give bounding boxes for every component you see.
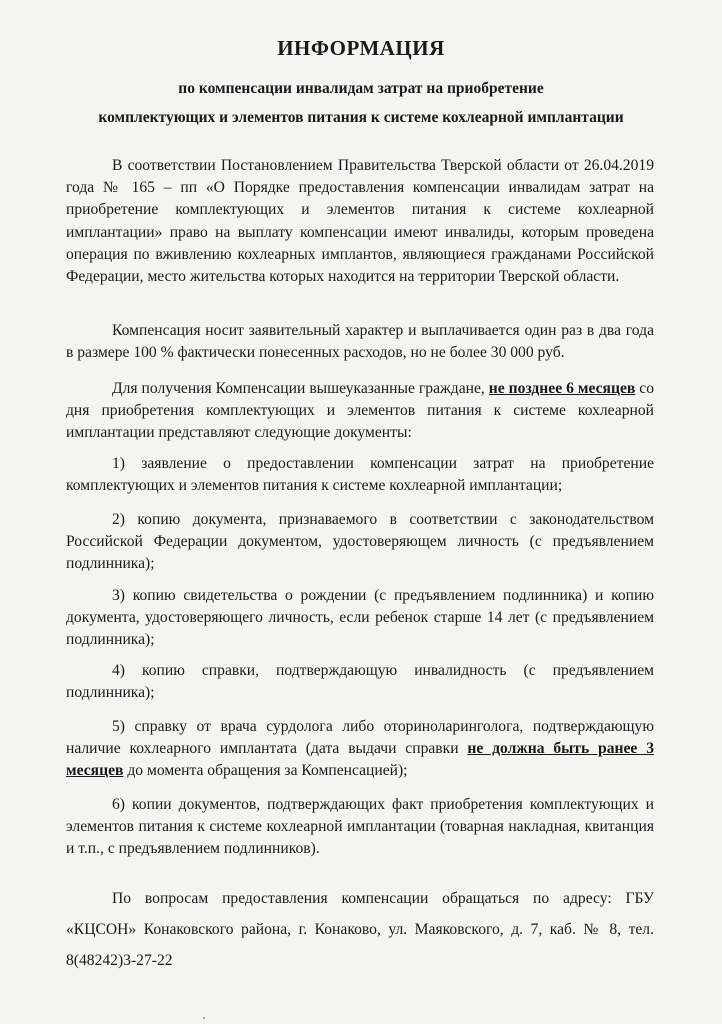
deadline-emphasis: не позднее 6 месяцев (488, 380, 636, 397)
contact-information: По вопросам предоставления компенсации обращаться по адресу: ГБУ «КЦСОН» Конаковского района, г. Конаково, ул. Маяковского, д. 7, каб. № 8, тел. 8(48242)3-27-22 (66, 890, 654, 969)
list-item-doctor-certificate (66, 716, 654, 783)
certificate-date-emphasis: не должна быть ранее 3 месяцев (66, 740, 654, 780)
list-item-application: 1) заявление о предоставлении компенсации затрат на приобретение комплектующих и элементов питания к системе кохлеарной имплантации; (66, 455, 654, 495)
paragraph-legal-basis: В соответствии Постановлением Правительства Тверской области от 26.04.2019 года № 165 – пп «О Порядке предоставления компенсации инвалидам затрат на приобретение комплектующих и элементов питания к системе кохлеарной имплантации» право на выплату компенсации имеют инвалиды, которым проведена операция по вживлению кохлеарных имплантов, являющиеся гражданами Российской Федерации, место жительства которых находится на территории Тверской области. (66, 157, 654, 286)
document-subtitle-line2: комплектующих и элементов питания к системе кохлеарной имплантации (98, 109, 624, 126)
paragraph-documents-intro (66, 378, 654, 445)
scan-speck (203, 1017, 205, 1019)
list-item-doctor-certificate-end: до момента обращения за Компенсацией); (123, 762, 408, 780)
document-subtitle-line1: по компенсации инвалидам затрат на приобретение (178, 80, 544, 97)
list-item-birth-certificate: 3) копию свидетельства о рождении (с предъявлением подлинника) и копию документа, удостоверяющего личность, если ребенок старше 14 лет (с предъявлением подлинника); (66, 587, 654, 649)
paragraph-documents-intro-start: Для получения Компенсации вышеуказанные граждане, (112, 380, 489, 397)
list-item-identity-document: 2) копию документа, признаваемого в соответствии с законодательством Российской Федерации документом, удостоверяющем личность (с предъявлением подлинника); (66, 511, 654, 573)
list-item-doctor-certificate-start: 5) справку от врача сурдолога либо оториноларинголога, подтверждающую наличие кохлеарного имплантата (дата выдачи справки (66, 718, 654, 758)
paragraph-documents-intro-end: со дня приобретения комплектующих и элементов питания к системе кохлеарной имплантации представляют следующие документы: (66, 380, 654, 442)
paragraph-compensation-terms: Компенсация носит заявительный характер и выплачивается один раз в два года в размере 100 % фактически понесенных расходов, но не более 30 000 руб. (66, 322, 654, 362)
list-item-purchase-documents: 6) копии документов, подтверждающих факт приобретения комплектующих и элементов питания к системе кохлеарной имплантации (товарная накладная, квитанция и т.п., с предъявлением подлинников). (66, 796, 654, 858)
list-item-disability-certificate: 4) копию справки, подтверждающую инвалидность (с предъявлением подлинника); (66, 662, 654, 702)
document-title: ИНФОРМАЦИЯ (277, 36, 445, 60)
